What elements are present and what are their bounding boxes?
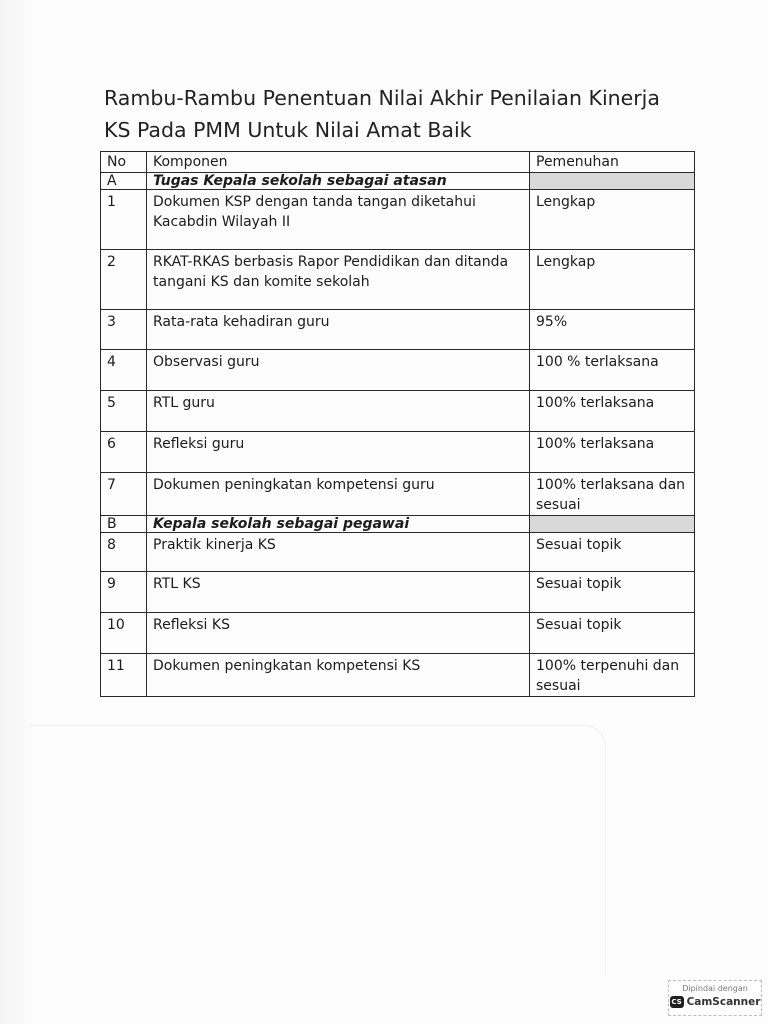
watermark-brand: CamScanner — [686, 996, 761, 1008]
table-row — [101, 391, 695, 432]
section-b-title: Kepala sekolah sebagai pegawai — [147, 516, 530, 533]
section-a-title: Tugas Kepala sekolah sebagai atasan — [147, 173, 530, 190]
row-komponen — [147, 473, 530, 516]
pemenuhan-line: 100% terlaksana — [536, 436, 655, 452]
row-pemenuhan — [530, 190, 695, 250]
watermark-label: Dipindai dengan — [682, 984, 748, 993]
table-row — [101, 250, 695, 310]
table-row — [101, 533, 695, 572]
komponen-line: Refleksi KS — [153, 617, 230, 633]
header-pemenuhan: Pemenuhan — [530, 152, 695, 173]
scan-smudge — [30, 725, 606, 976]
table-header-row — [101, 152, 695, 173]
row-no: 9 — [101, 572, 147, 613]
section-b-shaded-cell — [530, 516, 695, 533]
pemenuhan-line: 95% — [536, 314, 568, 330]
row-pemenuhan — [530, 250, 695, 310]
table-row — [101, 432, 695, 473]
row-no: 8 — [101, 533, 147, 572]
komponen-line: Refleksi guru — [153, 436, 245, 452]
section-row-b — [101, 516, 695, 533]
komponen-line: Kacabdin Wilayah II — [153, 214, 291, 230]
row-pemenuhan — [530, 473, 695, 516]
pemenuhan-line: Sesuai topik — [536, 537, 622, 553]
row-pemenuhan — [530, 654, 695, 697]
row-komponen — [147, 432, 530, 473]
row-no: 4 — [101, 350, 147, 391]
section-a-no: A — [101, 173, 147, 190]
komponen-line: Rata-rata kehadiran guru — [153, 314, 330, 330]
row-no: 7 — [101, 473, 147, 516]
table-row — [101, 190, 695, 250]
komponen-line: Observasi guru — [153, 354, 260, 370]
row-no: 6 — [101, 432, 147, 473]
row-komponen — [147, 250, 530, 310]
pemenuhan-line: Lengkap — [536, 254, 596, 270]
komponen-line: RTL guru — [153, 395, 215, 411]
row-pemenuhan — [530, 533, 695, 572]
row-no: 2 — [101, 250, 147, 310]
komponen-line: Dokumen peningkatan kompetensi KS — [153, 658, 421, 674]
row-komponen — [147, 572, 530, 613]
row-komponen — [147, 533, 530, 572]
pemenuhan-line: 100% terlaksana dan — [536, 477, 686, 493]
table-row — [101, 473, 695, 516]
table-row — [101, 310, 695, 350]
criteria-table — [100, 151, 695, 697]
row-komponen — [147, 391, 530, 432]
table-row — [101, 350, 695, 391]
pemenuhan-line: 100% terpenuhi dan — [536, 658, 680, 674]
pemenuhan-line: Lengkap — [536, 194, 596, 210]
pemenuhan-line: 100% terlaksana — [536, 395, 655, 411]
table-row — [101, 572, 695, 613]
pemenuhan-line: Sesuai topik — [536, 617, 622, 633]
section-a-shaded-cell — [530, 173, 695, 190]
pemenuhan-line: sesuai — [536, 678, 581, 694]
row-komponen — [147, 654, 530, 697]
row-pemenuhan — [530, 432, 695, 473]
row-komponen — [147, 190, 530, 250]
komponen-line: Praktik kinerja KS — [153, 537, 276, 553]
pemenuhan-line: sesuai — [536, 497, 581, 513]
row-komponen — [147, 613, 530, 654]
row-pemenuhan — [530, 391, 695, 432]
header-komponen: Komponen — [147, 152, 530, 173]
document-title — [104, 82, 704, 146]
camscanner-watermark — [668, 980, 762, 1016]
row-no: 3 — [101, 310, 147, 350]
row-pemenuhan — [530, 310, 695, 350]
row-pemenuhan — [530, 350, 695, 391]
pemenuhan-line: 100 % terlaksana — [536, 354, 659, 370]
row-no: 5 — [101, 391, 147, 432]
title-line-2: KS Pada PMM Untuk Nilai Amat Baik — [104, 118, 472, 142]
section-row-a — [101, 173, 695, 190]
komponen-line: Dokumen peningkatan kompetensi guru — [153, 477, 435, 493]
title-line-1: Rambu-Rambu Penentuan Nilai Akhir Penilaian Kinerja — [104, 86, 660, 110]
row-no: 10 — [101, 613, 147, 654]
komponen-line: Dokumen KSP dengan tanda tangan diketahui — [153, 194, 476, 210]
pemenuhan-line: Sesuai topik — [536, 576, 622, 592]
header-no: No — [101, 152, 147, 173]
row-pemenuhan — [530, 572, 695, 613]
table-row — [101, 613, 695, 654]
scan-left-edge — [0, 0, 32, 1024]
komponen-line: tangani KS dan komite sekolah — [153, 274, 370, 290]
row-komponen — [147, 310, 530, 350]
row-komponen — [147, 350, 530, 391]
section-b-no: B — [101, 516, 147, 533]
komponen-line: RTL KS — [153, 576, 201, 592]
camscanner-icon: CS — [671, 998, 682, 1006]
komponen-line: RKAT-RKAS berbasis Rapor Pendidikan dan ditanda — [153, 254, 509, 270]
row-no: 1 — [101, 190, 147, 250]
watermark-brand-row — [669, 996, 761, 1008]
row-pemenuhan — [530, 613, 695, 654]
row-no: 11 — [101, 654, 147, 697]
table-row — [101, 654, 695, 697]
